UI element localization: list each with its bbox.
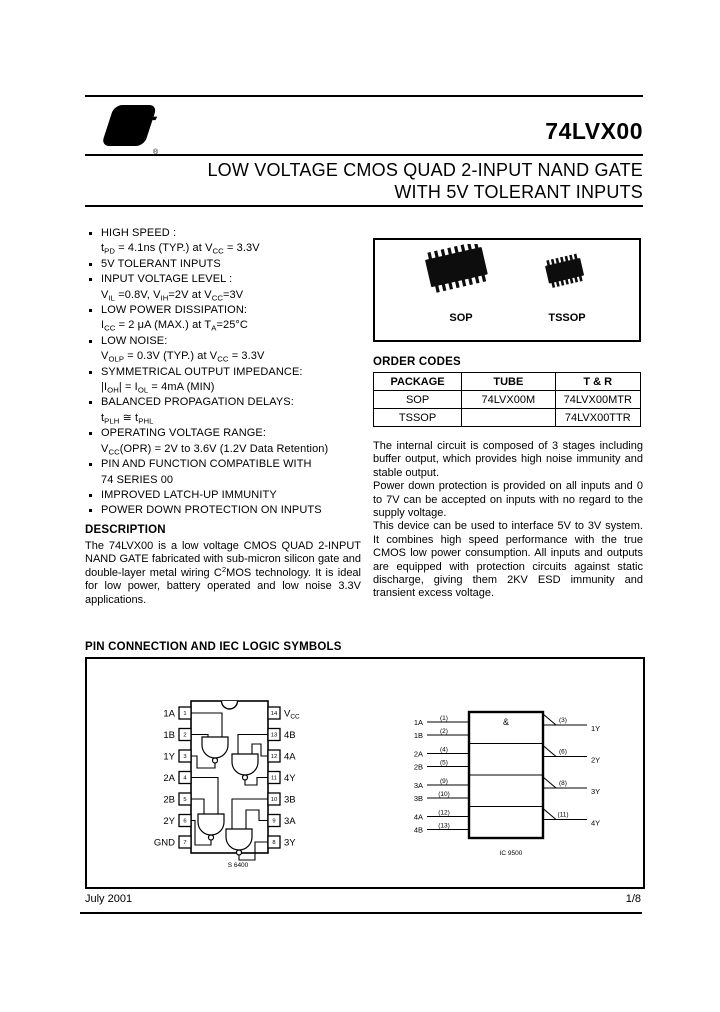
pin-label: 4Y [284,773,296,784]
input-label: 2A [413,749,423,759]
pin-label: 2B [163,794,175,806]
feature-text: $I_{CC} = 2$ μA (MAX.) at $T_A=25^\circ C$ [101,319,248,333]
bullet-icon [89,463,92,466]
feature-text: $V_{CC}(OPR) = 2V$ to 3.6V (1.2V Data Retention) [101,442,329,456]
pin-number: 13 [270,732,278,739]
package-figure [373,238,641,342]
feature-item [85,272,367,303]
pin-number: 5 [183,797,187,804]
pin-label: GND [153,837,175,849]
cell-package: SOP [374,391,462,409]
feature-text: BALANCED PROPAGATION DELAYS: [101,396,294,409]
pin-number: 12 [270,754,278,761]
dip-right-pin-labels [284,709,300,849]
feature-item [85,395,367,426]
feature-item [85,426,367,457]
feature-item [85,503,367,518]
pin-label: $V_{CC}$ [284,708,300,721]
feature-text: INPUT VOLTAGE LEVEL : [101,273,233,286]
circuit-paragraph: This device can be used to interface 5V to 3V system. It combines high speed performance with the true CMOS low power consumption. All inputs and outputs are equipped with protection circuits against static discharge, giving them 2KV ESD immunity and transient excess voltage. [373,520,643,600]
pin-number: (1) [440,715,448,722]
feature-text: 5V TOLERANT INPUTS [101,257,221,270]
col-header-tube: TUBE [462,373,555,391]
iec-input-labels [414,718,423,835]
pin-number: (10) [438,791,450,798]
output-label: 2Y [591,755,601,765]
feature-text: OPERATING VOLTAGE RANGE: [101,427,266,440]
pin-number: 3 [183,754,187,761]
pin-number: (2) [440,728,448,735]
description-heading: DESCRIPTION [85,524,166,536]
input-label: 3B [413,793,423,803]
feature-text: SYMMETRICAL OUTPUT IMPEDANCE: [101,365,303,378]
col-header-package: PACKAGE [374,373,462,391]
package-label-sop: SOP [449,312,473,324]
pin-number: 14 [270,711,278,718]
iec-caption: IC 9500 [499,850,523,857]
header-bottom-rule [85,205,643,207]
feature-text: $V_{IL} =0.8V$, $V_{IH}=2V$ at $V_{CC}=3V$ [101,288,244,302]
bullet-icon [89,509,92,512]
feature-item [85,334,367,365]
input-label: 2B [413,762,423,772]
bullet-icon [89,232,92,235]
output-label: 4Y [591,818,601,828]
table-row [374,409,641,427]
st-logo-shape [101,105,161,146]
feature-text: $t_{PLH}$ ≅ $t_{PHL}$ [101,411,154,426]
circuit-description [373,440,643,601]
registered-icon: ® [153,149,159,156]
bullet-icon [89,432,92,435]
pin-figure [87,659,643,887]
pin-number: (8) [559,780,567,787]
feature-item [85,457,367,488]
pin-figure-box [85,657,645,889]
title-line-2: WITH 5V TOLERANT INPUTS [394,181,643,202]
pin-number: (11) [557,811,569,819]
pin-connection-heading: PIN CONNECTION AND IEC LOGIC SYMBOLS [85,641,342,653]
table-header-row [374,373,641,391]
header-mid-rule [85,154,643,156]
pin-number: 4 [183,775,187,782]
bullet-icon [89,340,92,343]
pin-label: 1A [163,708,175,720]
feature-item [85,257,367,272]
pin-number: 7 [183,840,187,847]
pin-number: (9) [440,778,448,785]
description-text: The 74LVX00 is a low voltage CMOS QUAD 2-INPUT NAND GATE fabricated with sub-micron silicon gate and double-layer metal wiring $C^2MOS$ technology. It is ideal for low power, battery operated and low noise 3.3V applications. [85,540,361,606]
pin-number: (6) [559,748,567,756]
circuit-paragraph: The internal circuit is composed of 3 stages including buffer output, which provides high noise immunity and stable output. [373,440,643,479]
table-row [374,391,641,409]
footer-date: July 2001 [85,893,133,905]
order-codes-table [373,372,641,427]
features-list [85,226,367,519]
package-label-tssop: TSSOP [548,312,586,324]
feature-text: POWER DOWN PROTECTION ON INPUTS [101,504,322,517]
sop-chip-icon [424,244,490,294]
input-label: 4A [413,812,423,822]
pin-label: 3B [284,794,296,806]
bullet-icon [89,401,92,404]
iec-logic-symbol [414,712,600,857]
feature-text: $V_{OLP} = 0.3V$ (TYP.) at $V_{CC} = 3.3V$ [101,350,265,364]
feature-text: LOW NOISE: [101,334,168,347]
feature-text: PIN AND FUNCTION COMPATIBLE WITH [101,458,312,471]
bullet-icon [89,263,92,266]
input-label: 4B [413,825,423,835]
iec-output-pin-numbers [557,717,568,819]
iec-output-lines [543,714,587,820]
cell-tr: 74LVX00MTR [555,391,640,409]
feature-text: $|I_{OH}| = I_{OL} = 4mA$ (MIN) [101,381,215,395]
description-section [85,524,361,607]
feature-item [85,365,367,396]
dip-diagram [154,701,300,869]
iec-output-labels [591,724,600,828]
inversion-slash-icon [543,746,556,757]
circuit-paragraph: Power down protection is provided on all inputs and 0 to 7V can be accepted on inputs with no regard to the supply voltage. [373,480,643,520]
tssop-chip-icon [544,253,585,288]
cell-tube [462,409,555,427]
pin-label: 1Y [163,751,175,763]
inversion-slash-icon [543,777,556,788]
st-logo-text: ST [106,109,158,145]
feature-text: IMPROVED LATCH-UP IMMUNITY [101,488,277,501]
bullet-icon [89,371,92,374]
feature-item [85,226,367,257]
st-logo [94,103,164,157]
pin-number: 6 [183,818,187,825]
input-label: 1A [413,717,423,727]
pin-label: 2A [163,773,175,784]
pin-number: 2 [183,732,187,739]
feature-text: LOW POWER DISSIPATION: [101,304,248,317]
cell-tube: 74LVX00M [462,391,555,409]
page-number: 1/8 [625,893,641,905]
bullet-icon [89,494,92,497]
pin-number: 11 [270,775,278,782]
iec-input-pin-numbers [438,715,450,830]
pin-label: 1B [163,730,175,741]
feature-text: 74 SERIES 00 [101,473,174,486]
dip-left-pin-labels [154,709,176,849]
pin-label: 3A [284,816,296,827]
bullet-icon [89,309,92,312]
output-label: 1Y [591,724,601,733]
feature-text: HIGH SPEED : [101,227,177,239]
output-label: 3Y [591,787,601,796]
top-rule [85,95,643,97]
bullet-icon [89,278,92,281]
pin-number: (13) [438,822,450,830]
cell-tr: 74LVX00TTR [555,409,640,427]
dip-caption: S 6400 [227,862,249,869]
pin-number: 1 [183,711,187,718]
cell-package: TSSOP [374,409,462,427]
part-number: 74LVX00 [545,118,643,144]
footer-rule [80,912,642,914]
feature-item [85,488,367,503]
pin-label: 3Y [284,837,296,849]
input-label: 3A [413,780,423,790]
feature-item [85,303,367,334]
package-drawings [375,244,635,308]
pin-label: 4B [284,730,296,741]
title-line-1: LOW VOLTAGE CMOS QUAD 2-INPUT NAND GATE [207,160,643,180]
pin-number: 8 [272,840,276,847]
pin-number: (4) [440,746,448,754]
pin-number: (3) [559,717,567,724]
col-header-tr: T & R [555,373,640,391]
pin-number: 10 [270,797,278,804]
pin-number: (12) [438,809,450,817]
page-title [143,160,643,203]
inversion-slash-icon [543,809,556,820]
pin-number: 9 [272,818,276,825]
inversion-slash-icon [543,714,556,725]
pin-label: 4A [284,751,296,763]
pin-label: 2Y [163,816,175,827]
feature-text: $t_{PD} = 4.1ns$ (TYP.) at $V_{CC} = 3.3V$ [101,242,260,256]
pin-number: (5) [440,759,448,767]
order-codes-heading: ORDER CODES [373,356,461,368]
input-label: 1B [413,730,423,740]
and-function-symbol: & [502,717,510,727]
